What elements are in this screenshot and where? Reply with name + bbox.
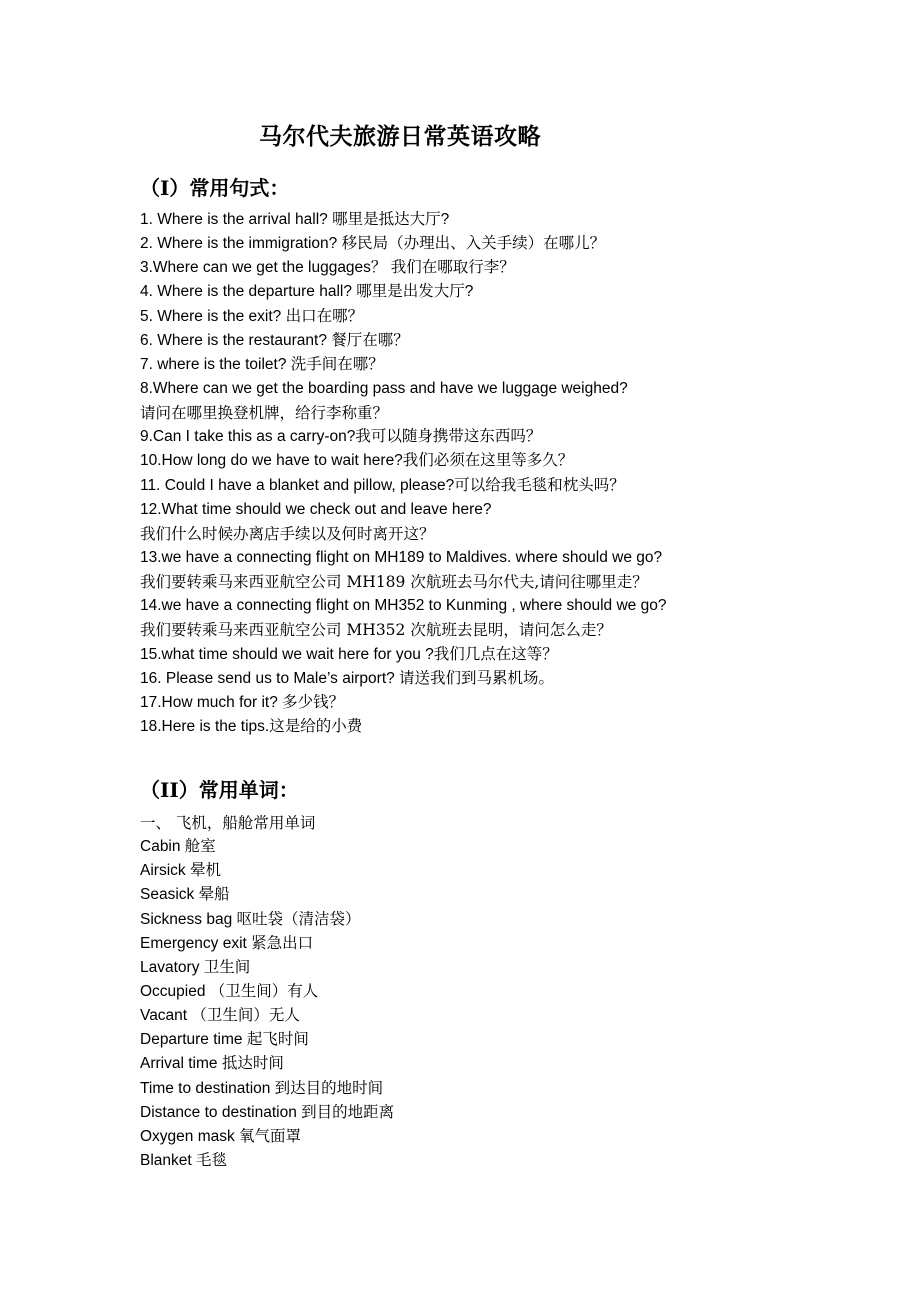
sentence-translation-line: 我们要转乘马来西亚航空公司 MH352 次航班去昆明，请问怎么走？	[140, 621, 612, 640]
sentence-line: 3.Where can we get the luggages？ 我们在哪取行李？	[140, 259, 515, 277]
sentence-line: 5. Where is the exit? 出口在哪？	[140, 307, 364, 325]
vocabulary-item: Vacant （卫生间）无人	[140, 1007, 300, 1025]
vocabulary-item: Cabin 舱室	[140, 838, 216, 856]
sentence-list	[140, 208, 840, 739]
vocabulary-item: Departure time 起飞时间	[140, 1031, 309, 1049]
sentence-line: 9.Can I take this as a carry-on?我可以随身携带这东西吗？	[140, 428, 542, 446]
section-heading-vocabulary: （II）常用单词：	[140, 778, 299, 802]
sentence-line: 13.we have a connecting flight on MH189 to Maldives. where should we go?	[140, 548, 663, 566]
vocabulary-item: Airsick 晕机	[140, 862, 221, 880]
section-heading-sentences: （I）常用句式：	[140, 176, 290, 200]
sentence-line: 8.Where can we get the boarding pass and have we luggage weighed?	[140, 379, 628, 397]
sentence-line: 12.What time should we check out and leave here?	[140, 500, 492, 518]
sentence-line: 14.we have a connecting flight on MH352 to Kunming , where should we go?	[140, 597, 667, 615]
document-title: 马尔代夫旅游日常英语攻略	[259, 123, 541, 150]
vocabulary-item: Occupied （卫生间）有人	[140, 982, 319, 1000]
vocabulary-item: Lavatory 卫生间	[140, 958, 251, 976]
vocabulary-item: Distance to destination 到目的地距离	[140, 1103, 395, 1121]
sentence-line: 18.Here is the tips.这是给的小费	[140, 717, 363, 735]
vocabulary-item: Seasick 晕船	[140, 886, 230, 904]
sentence-line: 11. Could I have a blanket and pillow, please?可以给我毛毯和枕头吗？	[140, 476, 625, 494]
vocabulary-subheading: 一、 飞机，船舱常用单词	[140, 814, 316, 832]
vocabulary-item: Arrival time 抵达时间	[140, 1055, 284, 1073]
vocabulary-item: Time to destination 到达目的地时间	[140, 1079, 384, 1097]
sentence-translation-line: 请问在哪里换登机牌，给行李称重？	[140, 404, 389, 423]
vocabulary-item: Sickness bag 呕吐袋（清洁袋）	[140, 910, 361, 928]
sentence-line: 6. Where is the restaurant? 餐厅在哪？	[140, 331, 409, 349]
sentence-line: 10.How long do we have to wait here?我们必须在这里等多久？	[140, 452, 574, 470]
sentence-line: 7. where is the toilet? 洗手间在哪？	[140, 355, 384, 373]
sentence-line: 16. Please send us to Male’s airport? 请送我们到马累机场。	[140, 669, 555, 687]
sentence-line: 2. Where is the immigration? 移民局（办理出、入关手续）在哪儿？	[140, 235, 606, 253]
sentence-line: 1. Where is the arrival hall? 哪里是抵达大厅?	[140, 211, 450, 228]
vocabulary-item: Oxygen mask 氧气面罩	[140, 1127, 302, 1145]
sentence-line: 4. Where is the departure hall? 哪里是出发大厅?	[140, 283, 474, 301]
sentence-line: 15.what time should we wait here for you ?我们几点在这等？	[140, 645, 558, 663]
vocabulary-item: Blanket 毛毯	[140, 1151, 228, 1169]
sentence-translation-line: 我们什么时候办离店手续以及何时离开这？	[140, 524, 435, 543]
sentence-line: 17.How much for it? 多少钱？	[140, 693, 345, 711]
vocabulary-item: Emergency exit 紧急出口	[140, 934, 314, 952]
sentence-translation-line: 我们要转乘马来西亚航空公司 MH189 次航班去马尔代夫,请问往哪里走？	[140, 573, 648, 592]
vocabulary-list	[140, 811, 840, 1173]
